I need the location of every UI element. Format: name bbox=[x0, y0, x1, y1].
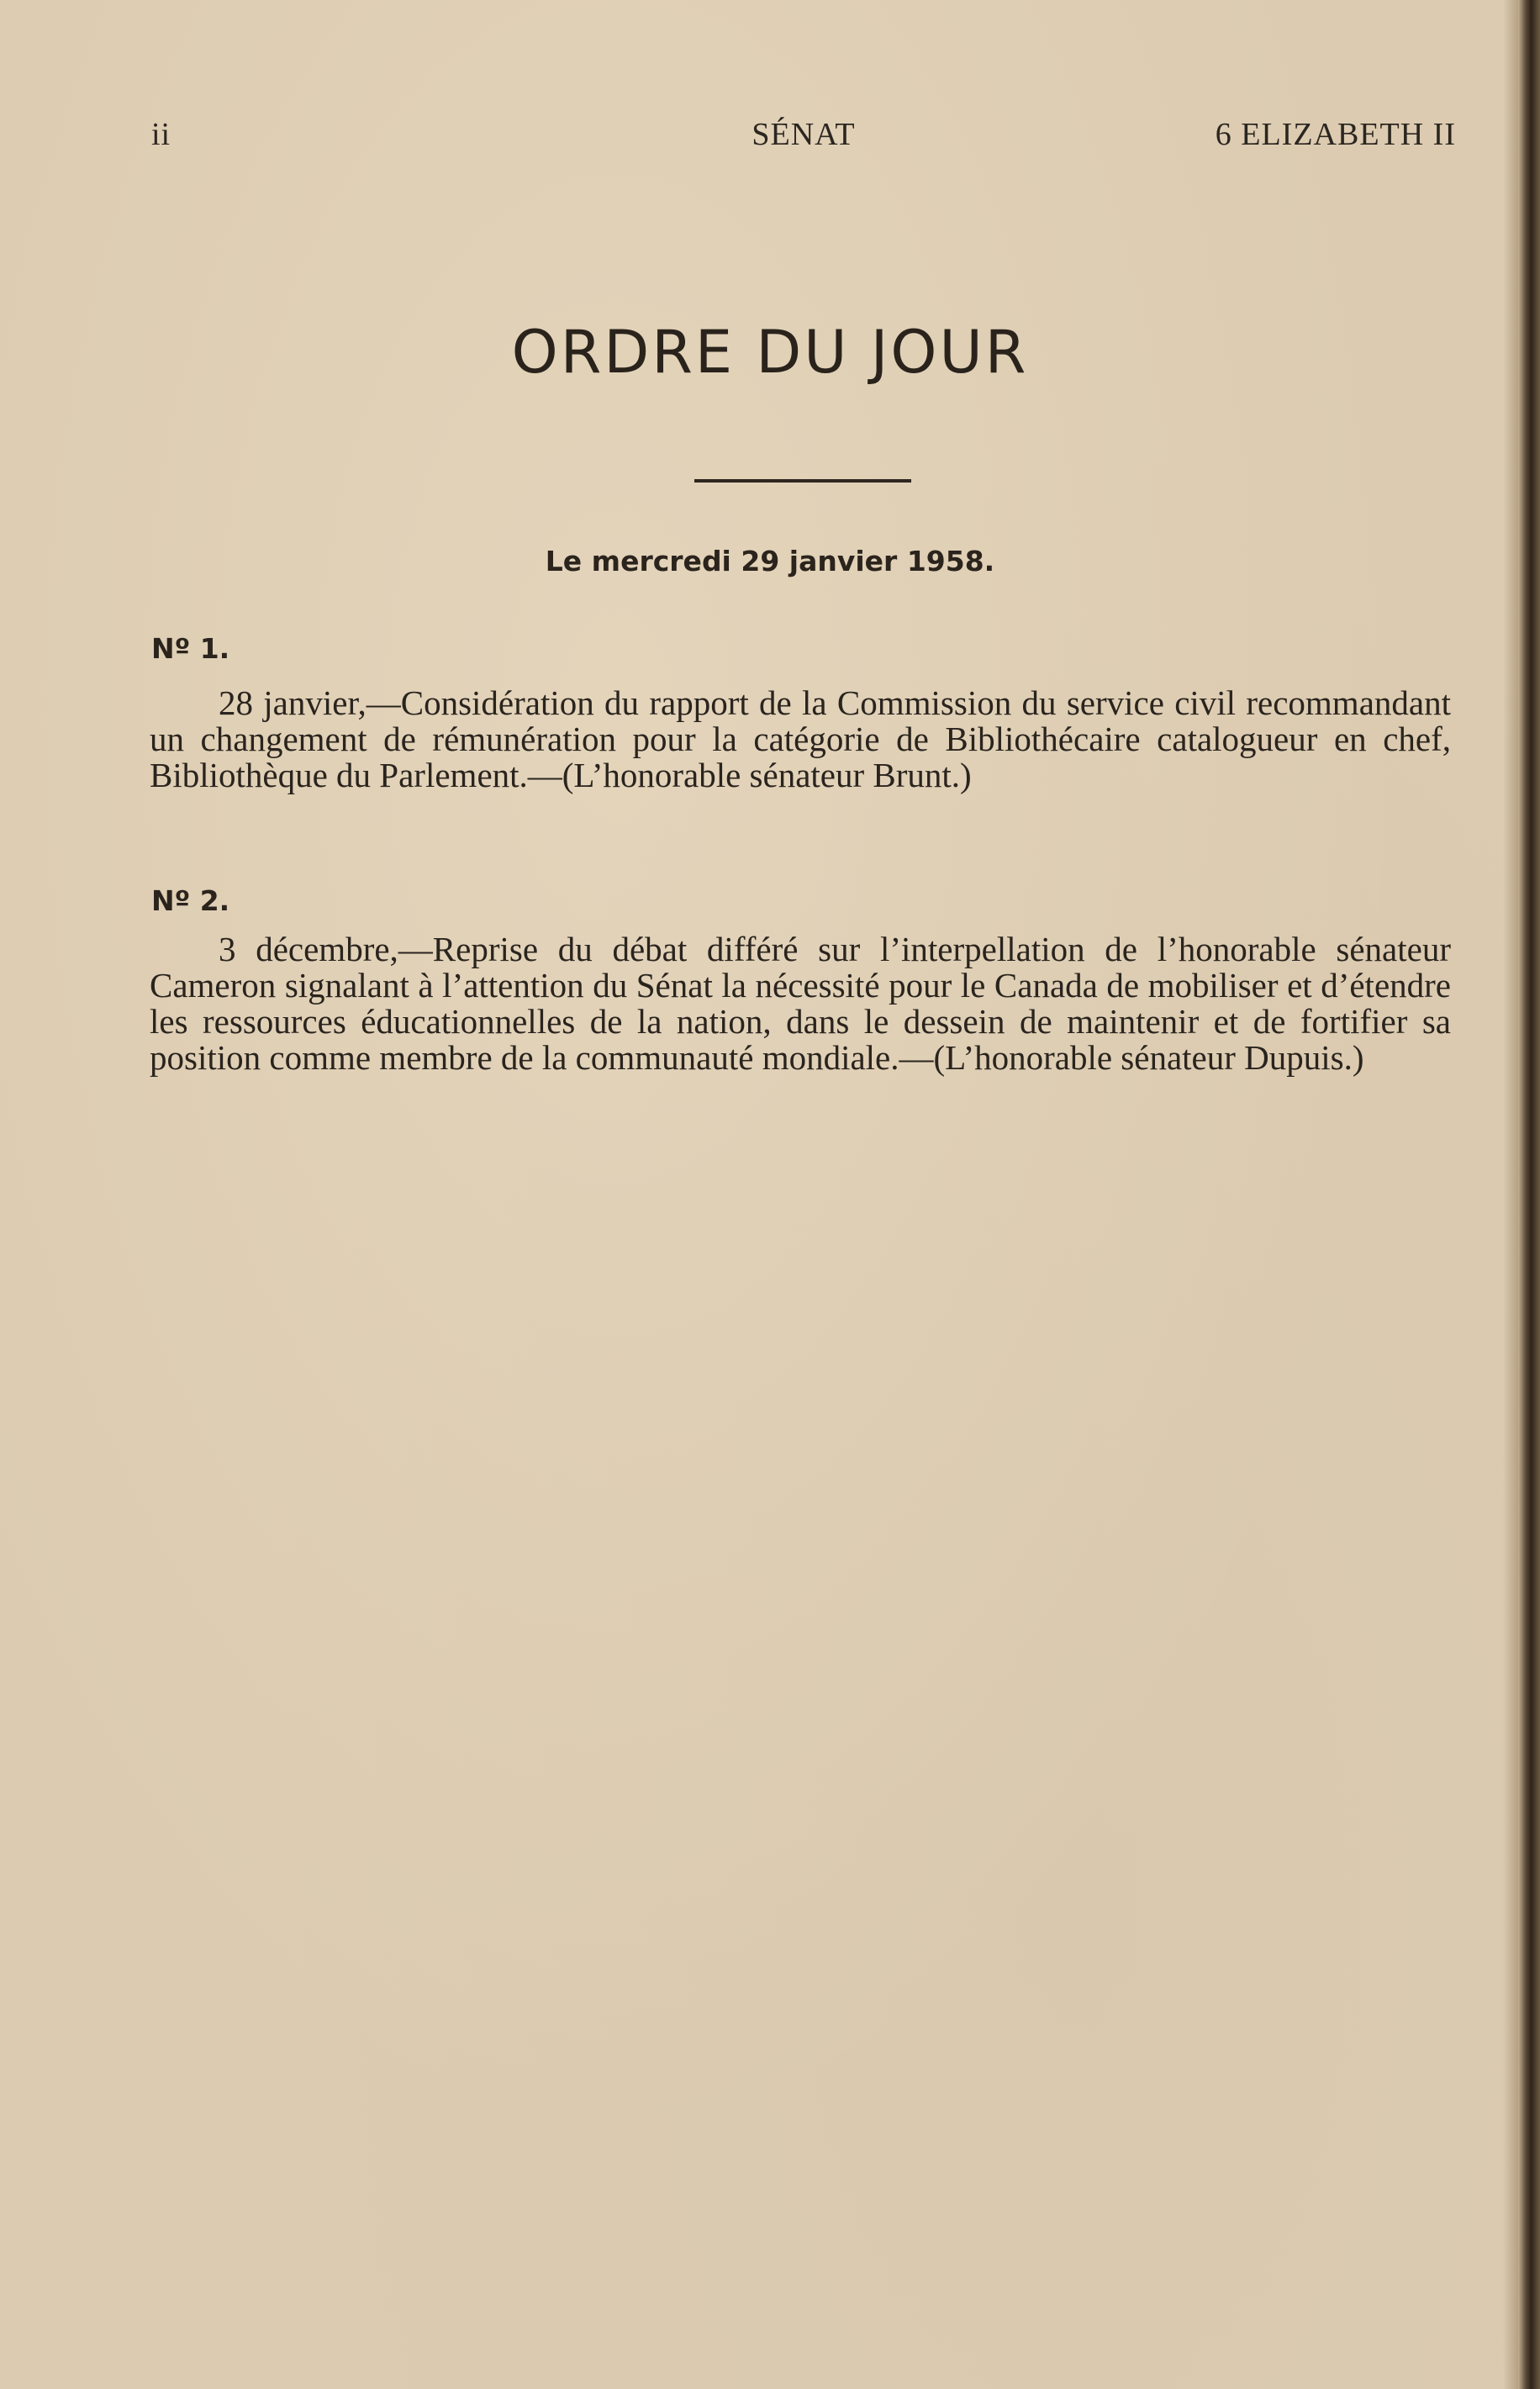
title-rule bbox=[694, 479, 911, 483]
sitting-date: Le mercredi 29 janvier 1958. bbox=[545, 545, 995, 577]
document-title: ORDRE DU JOUR bbox=[511, 318, 1029, 387]
page-number: ii bbox=[151, 117, 171, 152]
item-number: Nº 1. bbox=[151, 632, 230, 665]
item-text: 3 décembre,—Reprise du débat différé sur l’interpellation de l’honorable sénateur Cameron signalant à l’attention du Sénat la nécessité pour le Canada de mobiliser et d’étendre les ressources éducationnelles de la nation, dans le dessein de maintenir et de fortifier sa position comme membre de la communauté mondiale.—(L’honorable sénateur Dupuis.) bbox=[150, 930, 1451, 1077]
item-text: 28 janvier,—Considération du rapport de la Commission du service civil recommandant un changement de rémunération pour la catégorie de Bibliothécaire catalogueur en chef, Bibliothèque du Parlement.—(L’honorable sénateur Brunt.) bbox=[150, 683, 1451, 794]
regnal-year: 6 ELIZABETH II bbox=[1215, 117, 1456, 152]
publication-name: SÉNAT bbox=[752, 117, 856, 152]
item-number: Nº 2. bbox=[151, 884, 230, 917]
running-head bbox=[151, 116, 1456, 158]
